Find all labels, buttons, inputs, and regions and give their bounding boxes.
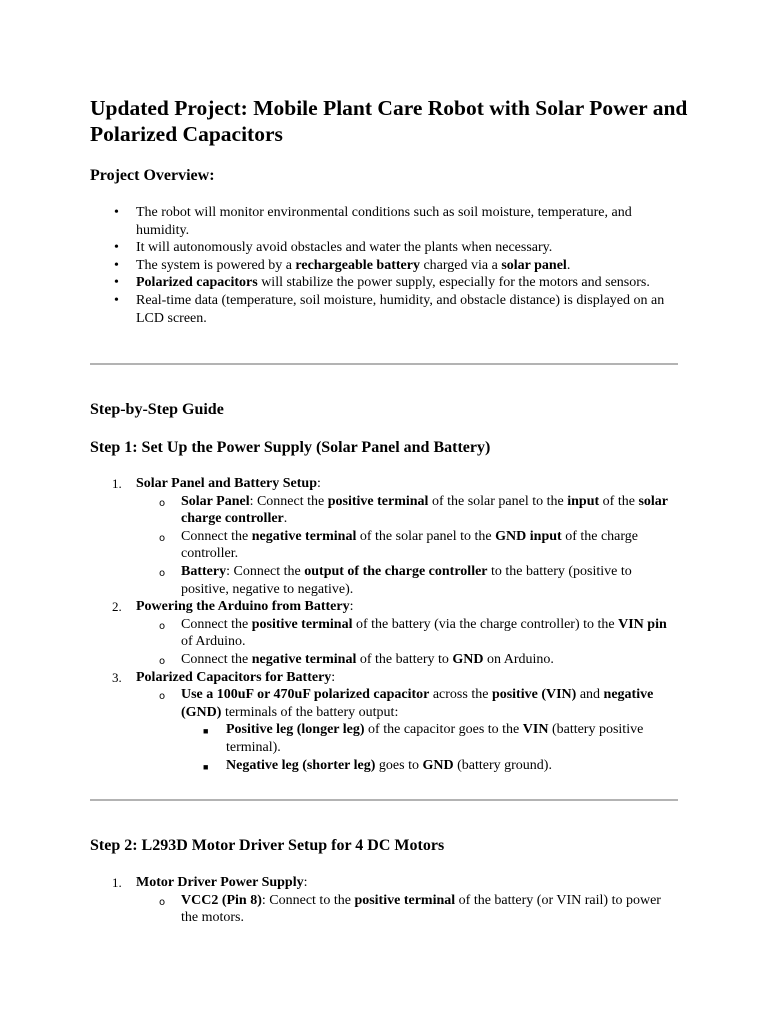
circle-bullet-icon: o [159, 896, 166, 908]
step2-list [112, 874, 678, 927]
list-number: 1. [112, 476, 122, 491]
circle-bullet-icon: o [159, 620, 166, 632]
guide-heading: Step-by-Step Guide [90, 401, 224, 418]
overview-bullet: • Real-time data (temperature, soil moisture, humidity, and obstacle distance) is displayed on an LCD screen. [136, 292, 678, 327]
sub-item: o Use a 100uF or 470uF polarized capacitor across the positive (VIN) and negative (GND) terminals of the battery output: ■ Positive leg (longer leg) of the capacitor goes to the VIN (battery positive terminal). ■ Negative leg (shorter leg) goes to GND (battery ground). [181, 686, 678, 774]
circle-bullet-icon: o [159, 655, 166, 667]
step1-sublist [136, 616, 678, 669]
step1-item: 2. Powering the Arduino from Battery: o Connect the positive terminal of the battery (via the charge controller) to the VIN pin of Arduino. o Connect the negative terminal of the battery to GND on Arduino. [136, 598, 678, 668]
step1-item: 1. Solar Panel and Battery Setup: o Solar Panel: Connect the positive terminal of the solar panel to the input of the solar charge controller. o Connect the negative terminal of the solar panel to the GND input of the charge controller. o Battery: Connect the output of the charge controller to the battery (positive to positive, negative to negative). [136, 475, 678, 598]
overview-list [136, 204, 678, 327]
square-bullet-icon: ■ [203, 761, 209, 772]
step2-heading: Step 2: L293D Motor Driver Setup for 4 DC Motors [90, 837, 445, 854]
step1-heading: Step 1: Set Up the Power Supply (Solar Panel and Battery) [90, 439, 491, 456]
sub-item: o VCC2 (Pin 8): Connect to the positive terminal of the battery (or VIN rail) to power the motors. [159, 892, 661, 926]
list-number: 1. [112, 875, 122, 890]
overview-heading: Project Overview: [90, 167, 215, 184]
sub-item: o Battery: Connect the output of the charge controller to the battery (positive to positive, negative to negative). [159, 563, 632, 597]
circle-bullet-icon: o [159, 497, 166, 509]
overview-bullet: • The system is powered by a rechargeable battery charged via a solar panel. [136, 257, 678, 275]
list-number: 2. [112, 599, 122, 615]
step2-item: 1. Motor Driver Power Supply: o VCC2 (Pin 8): Connect to the positive terminal of the battery (or VIN rail) to power the motors. [136, 874, 678, 927]
sub-item: o Connect the negative terminal of the solar panel to the GND input of the charge controller. [159, 528, 639, 562]
circle-bullet-icon: o [159, 532, 166, 544]
step1-item: 3. Polarized Capacitors for Battery: o Use a 100uF or 470uF polarized capacitor across the positive (VIN) and negative (GND) terminals of the battery output: ■ Positive leg (longer leg) of the capacitor goes to the VIN (battery positive terminal). ■ Negative leg (shorter leg) goes to GND (battery ground). [136, 669, 678, 775]
sub-item: o Solar Panel: Connect the positive terminal of the solar panel to the input of the solar charge controller. [159, 493, 668, 527]
step1-sublist [136, 686, 678, 774]
sub-item: o Connect the negative terminal of the battery to GND on Arduino. [181, 651, 678, 669]
circle-bullet-icon: o [159, 567, 166, 579]
overview-bullet: • It will autonomously avoid obstacles and water the plants when necessary. [136, 239, 678, 257]
sub-item: o Connect the positive terminal of the battery (via the charge controller) to the VIN pin of Arduino. [159, 616, 667, 650]
subsub-item: ■ Negative leg (shorter leg) goes to GND (battery ground). [226, 757, 678, 775]
step2-sublist [136, 892, 678, 927]
step1-list [112, 475, 678, 774]
overview-bullet: • The robot will monitor environmental conditions such as soil moisture, temperature, and humidity. [136, 204, 678, 239]
square-bullet-icon: ■ [203, 726, 209, 737]
step1-sublist [136, 493, 678, 599]
document-title: Updated Project: Mobile Plant Care Robot with Solar Power and Polarized Capacitors [90, 96, 688, 146]
circle-bullet-icon: o [159, 691, 166, 703]
overview-bullet: • Polarized capacitors will stabilize the power supply, especially for the motors and sensors. [136, 274, 678, 292]
list-number: 3. [112, 669, 122, 685]
subsub-item: ■ Positive leg (longer leg) of the capacitor goes to the VIN (battery positive terminal). [203, 722, 644, 755]
section-divider [90, 799, 678, 801]
section-divider [90, 363, 678, 365]
step1-subsublist [181, 721, 678, 774]
